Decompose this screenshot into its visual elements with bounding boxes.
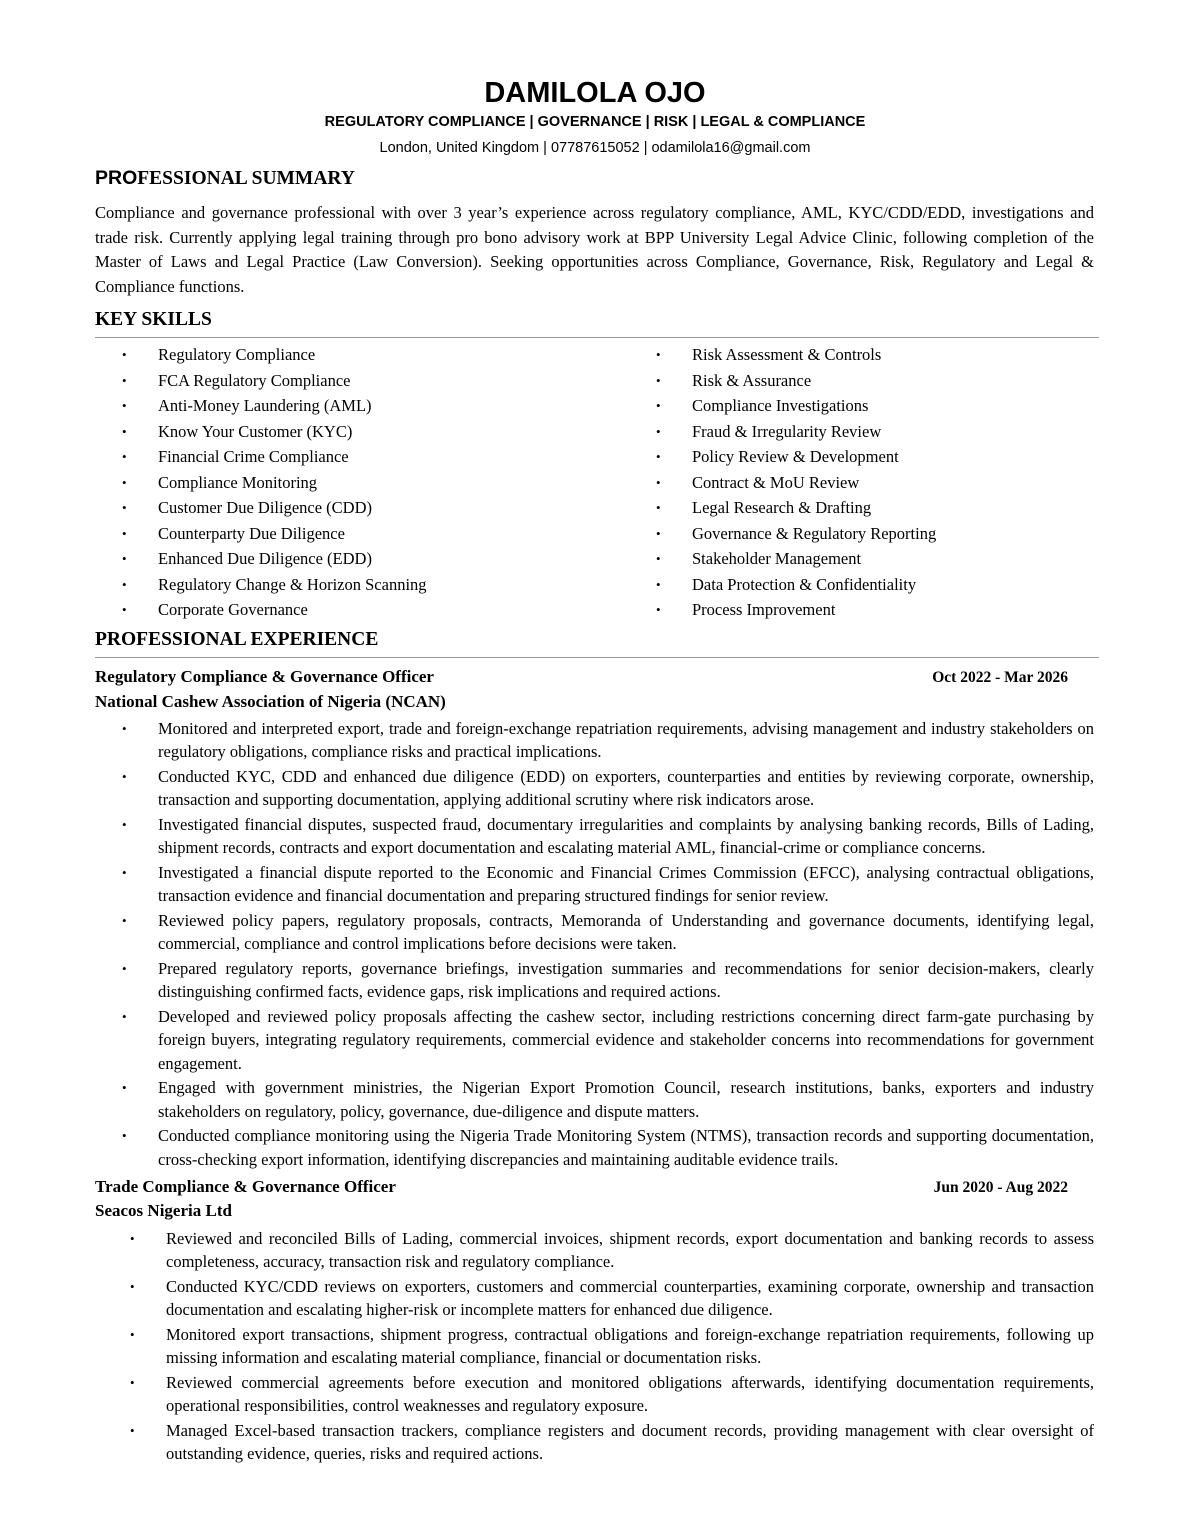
bullet-icon: • (122, 1009, 127, 1024)
bullet-icon: • (656, 551, 661, 566)
skill-label: Regulatory Change & Horizon Scanning (158, 574, 427, 594)
bullet-icon: • (122, 398, 127, 413)
skill-label: Contract & MoU Review (692, 472, 860, 492)
bullet-icon: • (656, 449, 661, 464)
bullet-icon: • (122, 961, 127, 976)
skill-item (656, 342, 936, 368)
job-dates: Oct 2022 - Mar 2026 (932, 669, 1068, 686)
experience-bullet (122, 861, 1094, 908)
skill-label: Compliance Monitoring (158, 472, 318, 492)
skills-divider (95, 337, 1099, 338)
bullet-icon: • (122, 1128, 127, 1144)
bullet-icon: • (656, 398, 661, 413)
bullet-text: Conducted KYC/CDD reviews on exporters, customers and commercial counterparties, examining corporate, ownership and transaction documentation and escalating higher-risk or incomplete matters for enhanced due diligence. (166, 1277, 1094, 1320)
skill-label: Customer Due Diligence (CDD) (158, 498, 372, 517)
skill-item (656, 546, 936, 572)
summary-heading-prefix: PRO (95, 167, 138, 189)
job-title: Trade Compliance & Governance Officer (95, 1177, 396, 1196)
experience-bullet (122, 957, 1094, 1004)
experience-bullet (122, 765, 1094, 812)
skill-label: Anti-Money Laundering (AML) (158, 396, 372, 415)
experience-bullet (130, 1275, 1094, 1322)
skill-item (656, 419, 936, 445)
skill-item (122, 572, 427, 598)
experience-bullet (122, 1005, 1094, 1075)
skill-item (122, 470, 427, 496)
bullet-icon: • (656, 423, 661, 439)
bullet-icon: • (122, 1080, 127, 1096)
bullet-icon: • (122, 721, 127, 736)
bullet-text: Investigated financial disputes, suspected fraud, documentary irregularities and complaints by analysing banking records, Bills of Lading, shipment records, contracts and export documentation and escalating material AML, financial-crime or compliance concerns. (158, 815, 1094, 858)
bullet-icon: • (122, 817, 127, 832)
skill-label: FCA Regulatory Compliance (158, 370, 351, 390)
skill-label: Corporate Governance (158, 600, 308, 619)
bullet-icon: • (122, 769, 127, 784)
summary-heading-rest: FESSIONAL SUMMARY (137, 168, 355, 189)
skill-item (122, 368, 427, 394)
experience-bullet (130, 1227, 1094, 1274)
skill-item (122, 393, 427, 419)
bullet-icon: • (656, 372, 661, 388)
skill-item (656, 393, 936, 419)
skill-label: Fraud & Irregularity Review (692, 421, 882, 441)
bullet-text: Conducted KYC, CDD and enhanced due diligence (EDD) on exporters, counterparties and entities by reviewing corporate, ownership, transaction and supporting documentation, applying additional scrutiny where risk indicators arose. (158, 767, 1094, 810)
bullet-icon: • (656, 525, 661, 541)
contact-line: London, United Kingdom | 07787615052 | odamilola16@gmail.com (379, 140, 811, 156)
skill-item (122, 546, 427, 572)
bullet-icon: • (122, 500, 127, 515)
bullet-icon: • (122, 576, 127, 592)
skill-label: Regulatory Compliance (158, 345, 316, 364)
skill-label: Stakeholder Management (692, 549, 862, 568)
experience-heading: PROFESSIONAL EXPERIENCE (95, 629, 379, 650)
skill-item (122, 521, 427, 547)
skill-item (122, 597, 427, 623)
skill-item (656, 470, 936, 496)
bullet-icon: • (122, 865, 127, 880)
skills-heading: KEY SKILLS (95, 309, 212, 330)
summary-text: Compliance and governance professional with over 3 year’s experience across regulatory compliance, AML, KYC/CDD/EDD, investigations and trade risk. Currently applying legal training through pro bono advisory work at BPP University Legal Advice Clinic, following completion of the Master of Laws and Legal Practice (Law Conversion). Seeking opportunities across Compliance, Governance, Risk, Regulatory and Legal & Compliance functions. (95, 203, 1094, 296)
bullet-text: Monitored export transactions, shipment progress, contractual obligations and foreign-exchange repatriation requirements, following up missing information and escalating material compliance, financial or documentation risks. (166, 1325, 1094, 1368)
experience-bullet (122, 717, 1094, 764)
skill-label: Governance & Regulatory Reporting (692, 523, 937, 543)
skill-item (656, 368, 936, 394)
bullet-text: Reviewed and reconciled Bills of Lading, commercial invoices, shipment records, export documentation and banking records to assess completeness, accuracy, transaction risk and regulatory compliance. (166, 1229, 1094, 1272)
job-bullet-list (122, 717, 1094, 1172)
bullet-text: Conducted compliance monitoring using the Nigeria Trade Monitoring System (NTMS), transaction records and supporting documentation, cross-checking export information, identifying discrepancies and maintaining auditable evidence trails. (158, 1126, 1094, 1169)
skill-item (656, 495, 936, 521)
experience-bullet (122, 1076, 1094, 1123)
skill-label: Policy Review & Development (692, 447, 899, 466)
experience-divider (95, 657, 1099, 658)
bullet-text: Investigated a financial dispute reported to the Economic and Financial Crimes Commission (EFCC), analysing contractual obligations, transaction evidence and financial documentation and preparing structured findings for senior review. (158, 863, 1094, 906)
experience-bullet (122, 813, 1094, 860)
skill-label: Process Improvement (692, 600, 836, 619)
bullet-text: Prepared regulatory reports, governance briefings, investigation summaries and recommendations for senior decision-makers, clearly distinguishing confirmed facts, evidence gaps, risk implications and required actions. (158, 959, 1094, 1002)
bullet-icon: • (122, 913, 127, 928)
bullet-text: Monitored and interpreted export, trade and foreign-exchange repatriation requirements, advising management and industry stakeholders on regulatory obligations, compliance risks and practical implications. (158, 719, 1094, 762)
job-dates: Jun 2020 - Aug 2022 (933, 1179, 1068, 1196)
bullet-text: Developed and reviewed policy proposals affecting the cashew sector, including restrictions concerning direct farm-gate purchasing by foreign buyers, integrating regulatory requirements, commercial evidence and stakeholder concerns into recommendations for government engagement. (158, 1007, 1094, 1073)
skill-label: Enhanced Due Diligence (EDD) (158, 549, 372, 568)
skill-label: Risk Assessment & Controls (692, 345, 882, 364)
experience-bullet (130, 1419, 1094, 1466)
skill-item (656, 572, 936, 598)
bullet-icon: • (122, 474, 127, 490)
bullet-icon: • (130, 1375, 135, 1390)
bullet-icon: • (130, 1279, 135, 1294)
experience-bullet (122, 909, 1094, 956)
skill-label: Compliance Investigations (692, 396, 869, 415)
skill-label: Counterparty Due Diligence (158, 523, 345, 543)
skill-label: Risk & Assurance (692, 370, 812, 390)
bullet-icon: • (122, 602, 127, 617)
bullet-text: Engaged with government ministries, the Nigerian Export Promotion Council, research institutions, banks, exporters and industry stakeholders on regulatory, policy, governance, due-diligence and dispute matters. (158, 1078, 1094, 1121)
bullet-icon: • (122, 347, 127, 362)
skills-list-left (122, 342, 427, 623)
bullet-icon: • (656, 576, 661, 592)
bullet-text: Reviewed commercial agreements before execution and monitored obligations afterwards, identifying documentation requirements, operational responsibilities, control weaknesses and regulatory exposure. (166, 1373, 1094, 1416)
experience-bullet (130, 1323, 1094, 1370)
bullet-icon: • (656, 474, 661, 490)
skill-label: Data Protection & Confidentiality (692, 574, 917, 594)
job-bullet-list (130, 1227, 1094, 1467)
skill-item (656, 521, 936, 547)
bullet-icon: • (122, 525, 127, 541)
professional-tagline: REGULATORY COMPLIANCE | GOVERNANCE | RISK | LEGAL & COMPLIANCE (324, 114, 866, 130)
skill-item (122, 495, 427, 521)
skill-item (656, 597, 936, 623)
summary-heading (95, 166, 355, 191)
skill-item (122, 444, 427, 470)
bullet-icon: • (656, 347, 661, 362)
skill-item (122, 419, 427, 445)
experience-bullet (130, 1371, 1094, 1418)
bullet-icon: • (130, 1231, 135, 1246)
bullet-icon: • (122, 551, 127, 566)
bullet-icon: • (130, 1327, 135, 1342)
bullet-icon: • (122, 449, 127, 464)
bullet-text: Reviewed policy papers, regulatory proposals, contracts, Memoranda of Understanding and governance documents, identifying legal, commercial, compliance and control implications before decisions were taken. (158, 911, 1094, 954)
bullet-icon: • (122, 423, 127, 439)
experience-bullet (122, 1124, 1094, 1171)
bullet-icon: • (130, 1423, 135, 1438)
skill-label: Know Your Customer (KYC) (158, 421, 353, 441)
skill-item (122, 342, 427, 368)
bullet-icon: • (656, 602, 661, 617)
skills-list-right (656, 342, 936, 623)
skill-label: Legal Research & Drafting (692, 498, 872, 517)
bullet-text: Managed Excel-based transaction trackers, compliance registers and document records, providing management with clear oversight of outstanding evidence, queries, risks and required actions. (166, 1421, 1094, 1464)
candidate-name: DAMILOLA OJO (484, 77, 706, 109)
job-organization: Seacos Nigeria Ltd (95, 1201, 232, 1220)
skill-label: Financial Crime Compliance (158, 447, 349, 466)
bullet-icon: • (122, 372, 127, 388)
skill-item (656, 444, 936, 470)
job-organization: National Cashew Association of Nigeria (NCAN) (95, 692, 446, 711)
job-title: Regulatory Compliance & Governance Officer (95, 667, 434, 686)
bullet-icon: • (656, 500, 661, 515)
